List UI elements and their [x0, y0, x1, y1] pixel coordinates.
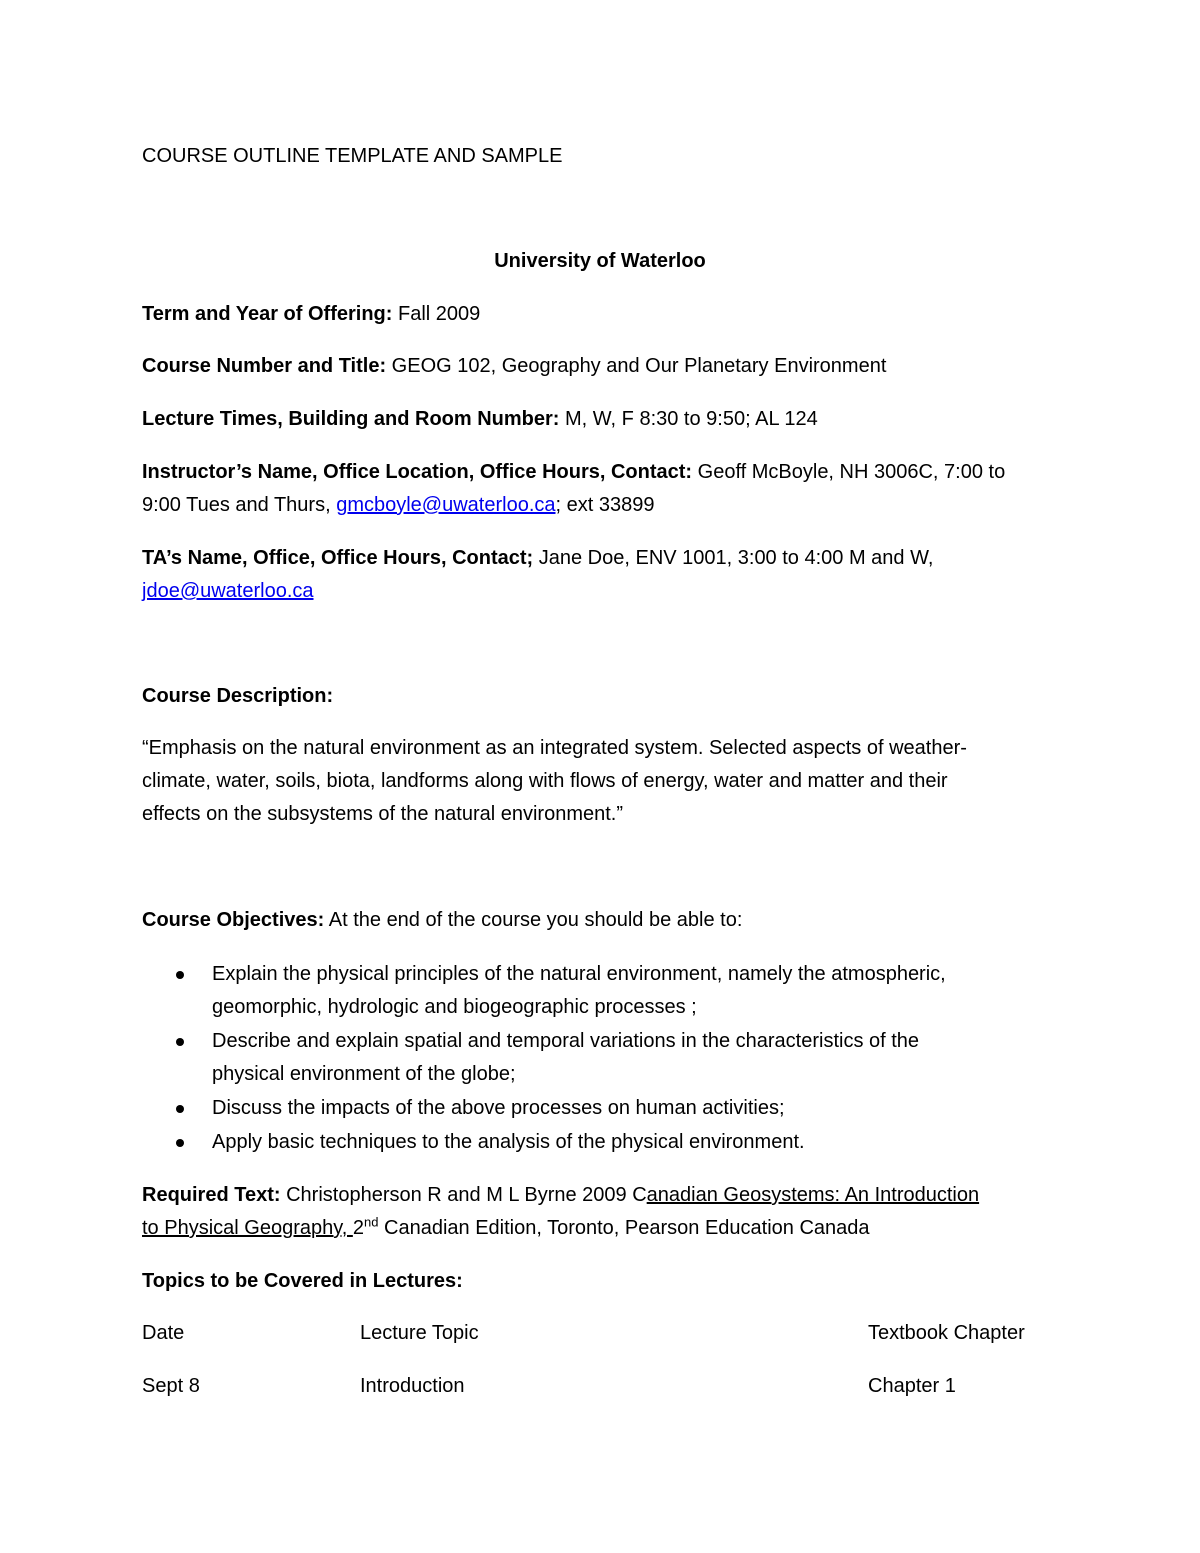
ta-line: [142, 542, 1042, 608]
bullet-icon: [176, 1139, 184, 1147]
row-chapter: Chapter 1: [868, 1375, 956, 1397]
university-name: University of Waterloo: [494, 250, 706, 272]
instructor-label: Instructor’s Name, Office Location, Office Hours, Contact:: [142, 461, 693, 483]
list-item: Describe and explain spatial and temporal variations in the characteristics of the physical environment of the globe;: [142, 1025, 1042, 1091]
topics-heading: Topics to be Covered in Lectures:: [142, 1270, 463, 1292]
objectives-intro: At the end of the course you should be able to:: [324, 909, 743, 931]
description-heading: Course Description:: [142, 685, 334, 707]
ta-value: Jane Doe, ENV 1001, 3:00 to 4:00 M and W,: [533, 547, 934, 569]
lecture-line: [142, 403, 1042, 436]
document-title: COURSE OUTLINE TEMPLATE AND SAMPLE: [142, 145, 563, 167]
required-text-authors: Christopherson R and M L Byrne 2009 C: [280, 1184, 647, 1206]
instructor-ext: ; ext 33899: [555, 494, 655, 516]
instructor-hours: 9:00 Tues and Thurs,: [142, 494, 337, 516]
required-text: Required Text: Christopherson R and M L Byrne 2009 Canadian Geosystems: An Introduction to Physical Geography, 2nd Canadian Edition, Toronto, Pearson Education Canada: [142, 1184, 980, 1239]
required-text-rest: Canadian Edition, Toronto, Pearson Education Canada: [378, 1217, 870, 1239]
column-header-chapter: Textbook Chapter: [868, 1322, 1025, 1344]
required-text-title-1: anadian Geosystems: An Introduction: [646, 1184, 980, 1206]
list-item: Explain the physical principles of the natural environment, namely the atmospheric, geomorphic, hydrologic and biogeographic processes ;: [142, 958, 1042, 1024]
list-item: Discuss the impacts of the above processes on human activities;: [142, 1092, 1042, 1125]
course-value: GEOG 102, Geography and Our Planetary Environment: [386, 355, 887, 377]
objectives-list: [142, 958, 1042, 1160]
objectives-heading: Course Objectives:: [142, 909, 325, 931]
column-header-topic: Lecture Topic: [360, 1322, 479, 1344]
required-text-title-2: to Physical Geography,: [142, 1217, 353, 1239]
bullet-icon: [176, 1105, 184, 1113]
description-line-3: effects on the subsystems of the natural environment.”: [142, 803, 623, 825]
lecture-value: M, W, F 8:30 to 9:50; AL 124: [559, 408, 818, 430]
bullet-icon: [176, 971, 184, 979]
bullet-icon: [176, 1038, 184, 1046]
description-line-2: climate, water, soils, biota, landforms along with flows of energy, water and matter and their: [142, 770, 948, 792]
objectives-line: [142, 904, 1042, 937]
list-item: Apply basic techniques to the analysis of the physical environment.: [142, 1126, 1042, 1159]
column-header-date: Date: [142, 1322, 185, 1344]
instructor-value: Geoff McBoyle, NH 3006C, 7:00 to: [692, 461, 1006, 483]
description-body: [142, 732, 1042, 831]
course-line: [142, 350, 1042, 383]
term-label: Term and Year of Offering:: [142, 303, 393, 325]
required-text-label: Required Text:: [142, 1184, 281, 1206]
lecture-label: Lecture Times, Building and Room Number:: [142, 408, 560, 430]
row-topic: Introduction: [360, 1375, 465, 1397]
row-date: Sept 8: [142, 1375, 200, 1397]
instructor-line: [142, 456, 1042, 522]
ta-email-link[interactable]: jdoe@uwaterloo.ca: [142, 580, 314, 602]
term-line: [142, 298, 1042, 331]
instructor-email-link[interactable]: gmcboyle@uwaterloo.ca: [336, 494, 556, 516]
course-label: Course Number and Title:: [142, 355, 387, 377]
description-line-1: “Emphasis on the natural environment as an integrated system. Selected aspects of weather-: [142, 737, 967, 759]
term-value: Fall 2009: [392, 303, 481, 325]
ta-label: TA’s Name, Office, Office Hours, Contact;: [142, 547, 534, 569]
